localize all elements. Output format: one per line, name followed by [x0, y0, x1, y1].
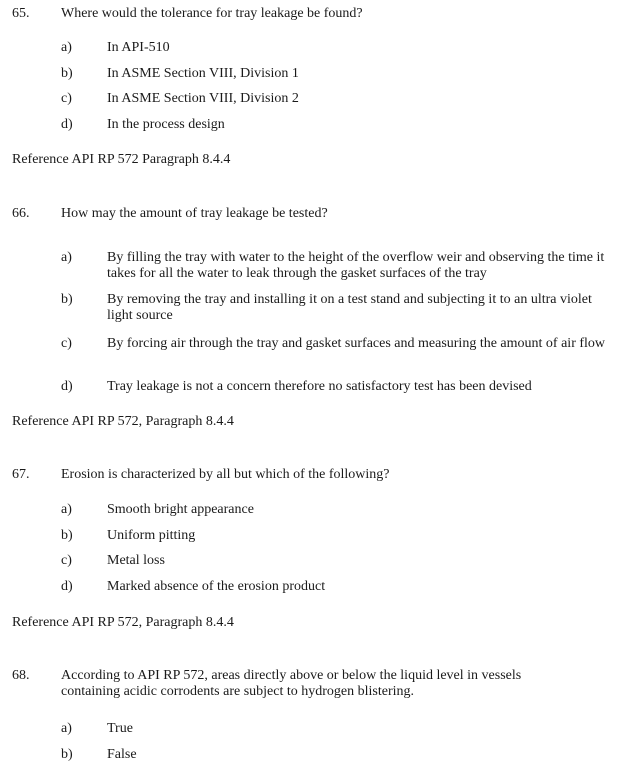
- option-letter: b): [61, 747, 73, 762]
- option-text: Tray leakage is not a concern therefore no satisfactory test has been devised: [107, 379, 532, 394]
- option-letter: b): [61, 66, 73, 81]
- reference-text: Reference API RP 572 Paragraph 8.4.4: [12, 152, 231, 167]
- option-text: In the process design: [107, 117, 225, 132]
- option-letter: a): [61, 502, 72, 517]
- option-text: In ASME Section VIII, Division 2: [107, 91, 299, 106]
- question-text: How may the amount of tray leakage be tested?: [61, 206, 328, 221]
- option-text: False: [107, 747, 137, 762]
- question-text: Erosion is characterized by all but which of the following?: [61, 467, 390, 482]
- option-text: In API-510: [107, 40, 170, 55]
- question-text: According to API RP 572, areas directly above or below the liquid level in vessels containing acidic corrodents are subject to hydrogen blistering.: [61, 668, 522, 699]
- reference-text: Reference API RP 572, Paragraph 8.4.4: [12, 414, 234, 429]
- reference-text: Reference API RP 572, Paragraph 8.4.4: [12, 615, 234, 630]
- option-letter: d): [61, 579, 73, 594]
- option-letter: a): [61, 40, 72, 55]
- option-text: By filling the tray with water to the height of the overflow weir and observing the time it takes for all the water to leak through the gasket surfaces of the tray: [107, 250, 605, 281]
- option-text: By forcing air through the tray and gasket surfaces and measuring the amount of air flow: [107, 336, 606, 351]
- option-text: Smooth bright appearance: [107, 502, 254, 517]
- option-letter: a): [61, 250, 72, 265]
- option-letter: a): [61, 721, 72, 736]
- option-text: By removing the tray and installing it on a test stand and subjecting it to an ultra violet light source: [107, 292, 592, 323]
- option-text: Uniform pitting: [107, 528, 196, 543]
- question-text: Where would the tolerance for tray leakage be found?: [61, 6, 363, 21]
- question-number: 65.: [12, 6, 30, 21]
- question-number: 66.: [12, 206, 30, 221]
- option-text: Metal loss: [107, 553, 165, 568]
- option-letter: b): [61, 528, 73, 543]
- option-text: In ASME Section VIII, Division 1: [107, 66, 299, 81]
- option-letter: c): [61, 336, 72, 351]
- option-letter: d): [61, 117, 73, 132]
- option-text: True: [107, 721, 133, 736]
- option-letter: d): [61, 379, 73, 394]
- question-number: 68.: [12, 668, 30, 683]
- option-text: Marked absence of the erosion product: [107, 579, 326, 594]
- option-letter: c): [61, 553, 72, 568]
- question-number: 67.: [12, 467, 30, 482]
- option-letter: c): [61, 91, 72, 106]
- option-letter: b): [61, 292, 73, 307]
